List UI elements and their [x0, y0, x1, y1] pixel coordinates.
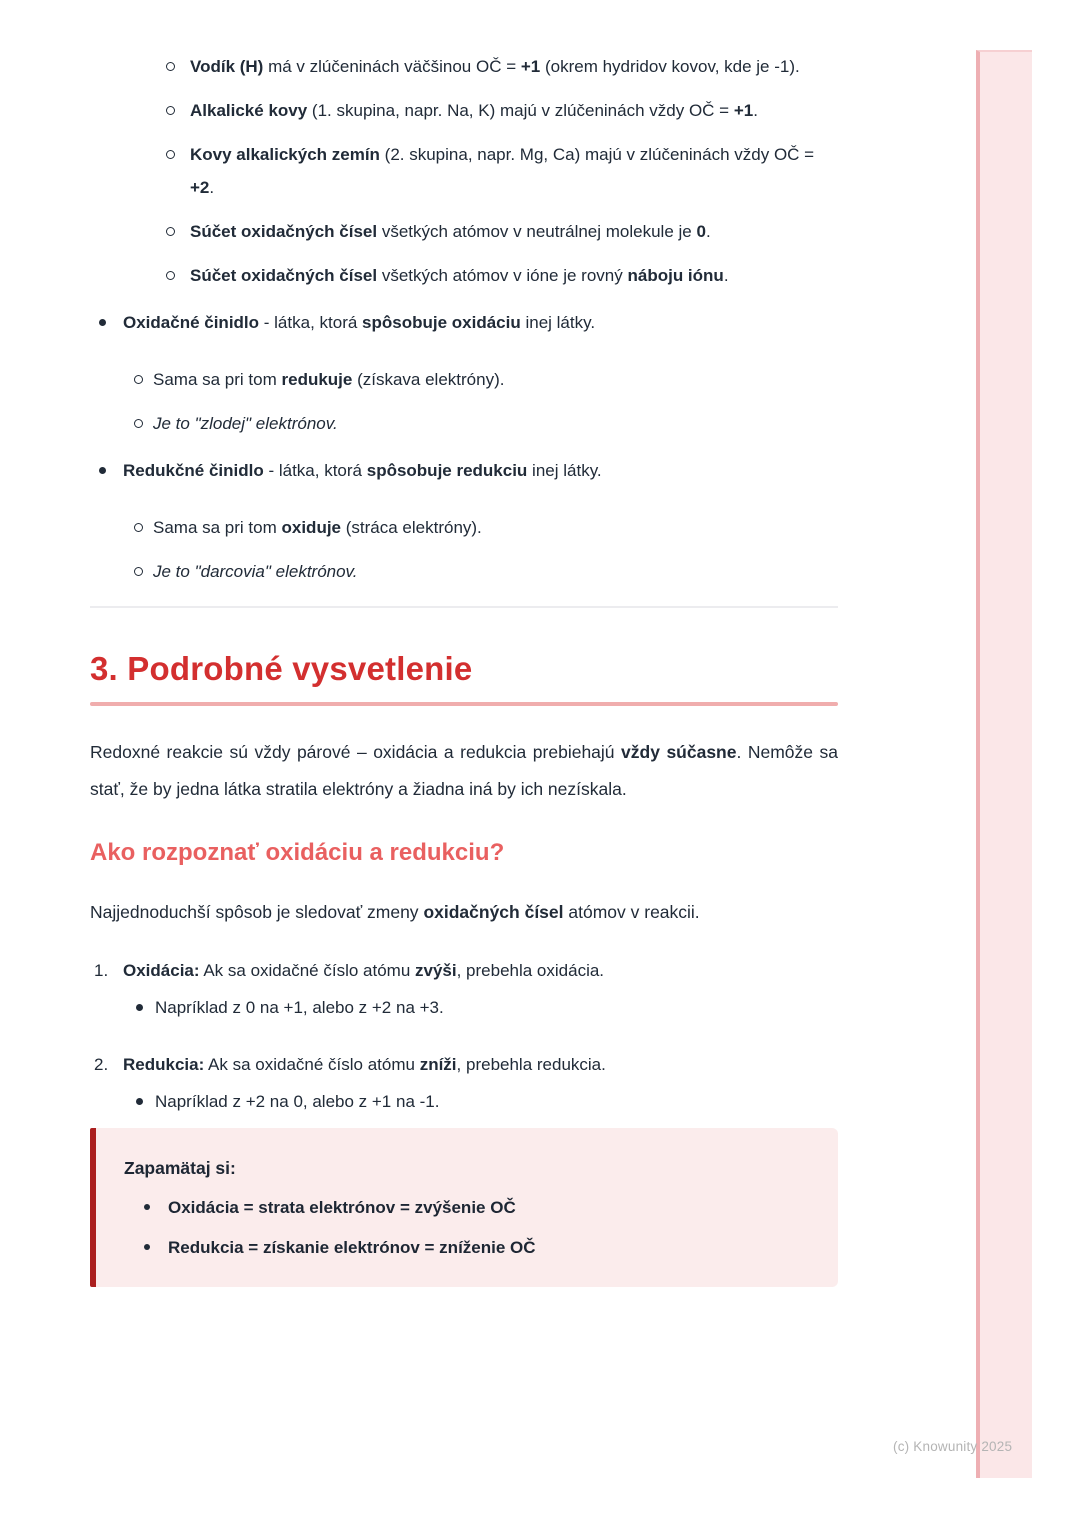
ordered-item-text: Redukcia: Ak sa oxidačné číslo atómu zníži, prebehla redukcia.	[123, 1055, 606, 1074]
subsection-heading: Ako rozpoznať oxidáciu a redukciu?	[90, 839, 505, 866]
example-item: Napríklad z +2 na 0, alebo z +1 na -1.	[90, 1085, 838, 1118]
oxidizing-agent-sublist	[90, 363, 838, 440]
redox-agents-list	[90, 306, 838, 588]
copyright-notice: (c) Knowunity 2025	[893, 1439, 1013, 1454]
ordered-item-number: 2.	[94, 1055, 109, 1074]
ordered-item-oxidation	[90, 954, 838, 987]
intro-paragraph: Redoxné reakcie sú vždy párové – oxidácia a redukcia prebiehajú vždy súčasne. Nemôže sa stať, že by jedna látka stratila elektróny a žiadna iná by ich nezískala.	[90, 742, 839, 799]
section-divider	[90, 606, 838, 608]
reducing-agent-sublist	[90, 511, 838, 588]
rule-item-hydrogen: Vodík (H) má v zlúčeninách väčšinou OČ = +1 (okrem hydridov kovov, kde je -1).	[90, 50, 838, 83]
method-paragraph: Najjednoduchší spôsob je sledovať zmeny oxidačných čísel atómov v reakcii.	[90, 902, 700, 922]
ordered-item-reduction	[90, 1048, 838, 1081]
reducing-agent-item: Redukčné činidlo - látka, ktorá spôsobuje redukciu inej látky.	[90, 454, 838, 487]
heading-underline	[90, 702, 838, 706]
document-content	[90, 50, 838, 1287]
sub-item-note: Je to "zlodej" elektrónov.	[90, 407, 838, 440]
example-item: Napríklad z 0 na +1, alebo z +2 na +3.	[90, 991, 838, 1024]
sub-item: Sama sa pri tom redukuje (získava elektróny).	[90, 363, 838, 396]
page-edge-decoration-bar	[976, 50, 1032, 1478]
ordered-item-number: 1.	[94, 961, 109, 980]
oxidizing-agent-item: Oxidačné činidlo - látka, ktorá spôsobuje oxidáciu inej látky.	[90, 306, 838, 339]
rule-item-alkali-metals: Alkalické kovy (1. skupina, napr. Na, K) majú v zlúčeninách vždy OČ = +1.	[90, 94, 838, 127]
oxidation-number-rules-list	[90, 50, 838, 292]
ordered-item-sublist	[90, 1085, 838, 1118]
remember-callout-box	[90, 1128, 838, 1287]
rule-item-neutral-molecule-sum: Súčet oxidačných čísel všetkých atómov v neutrálnej molekule je 0.	[90, 215, 838, 248]
rule-item-alkaline-earth-metals: Kovy alkalických zemín (2. skupina, napr. Mg, Ca) majú v zlúčeninách vždy OČ = +2.	[90, 138, 838, 204]
section-heading: 3. Podrobné vysvetlenie	[90, 650, 473, 687]
callout-list	[124, 1194, 808, 1261]
callout-item-oxidation: Oxidácia = strata elektrónov = zvýšenie OČ	[124, 1194, 808, 1221]
sub-item-note: Je to "darcovia" elektrónov.	[90, 555, 838, 588]
ordered-item-text: Oxidácia: Ak sa oxidačné číslo atómu zvýši, prebehla oxidácia.	[123, 961, 605, 980]
sub-item: Sama sa pri tom oxiduje (stráca elektróny).	[90, 511, 838, 544]
callout-title: Zapamätaj si:	[124, 1158, 236, 1178]
ordered-item-sublist	[90, 991, 838, 1024]
ordered-list	[90, 954, 838, 1118]
rule-item-ion-sum: Súčet oxidačných čísel všetkých atómov v ióne je rovný náboju iónu.	[90, 259, 838, 292]
callout-item-reduction: Redukcia = získanie elektrónov = zníženie OČ	[124, 1234, 808, 1261]
